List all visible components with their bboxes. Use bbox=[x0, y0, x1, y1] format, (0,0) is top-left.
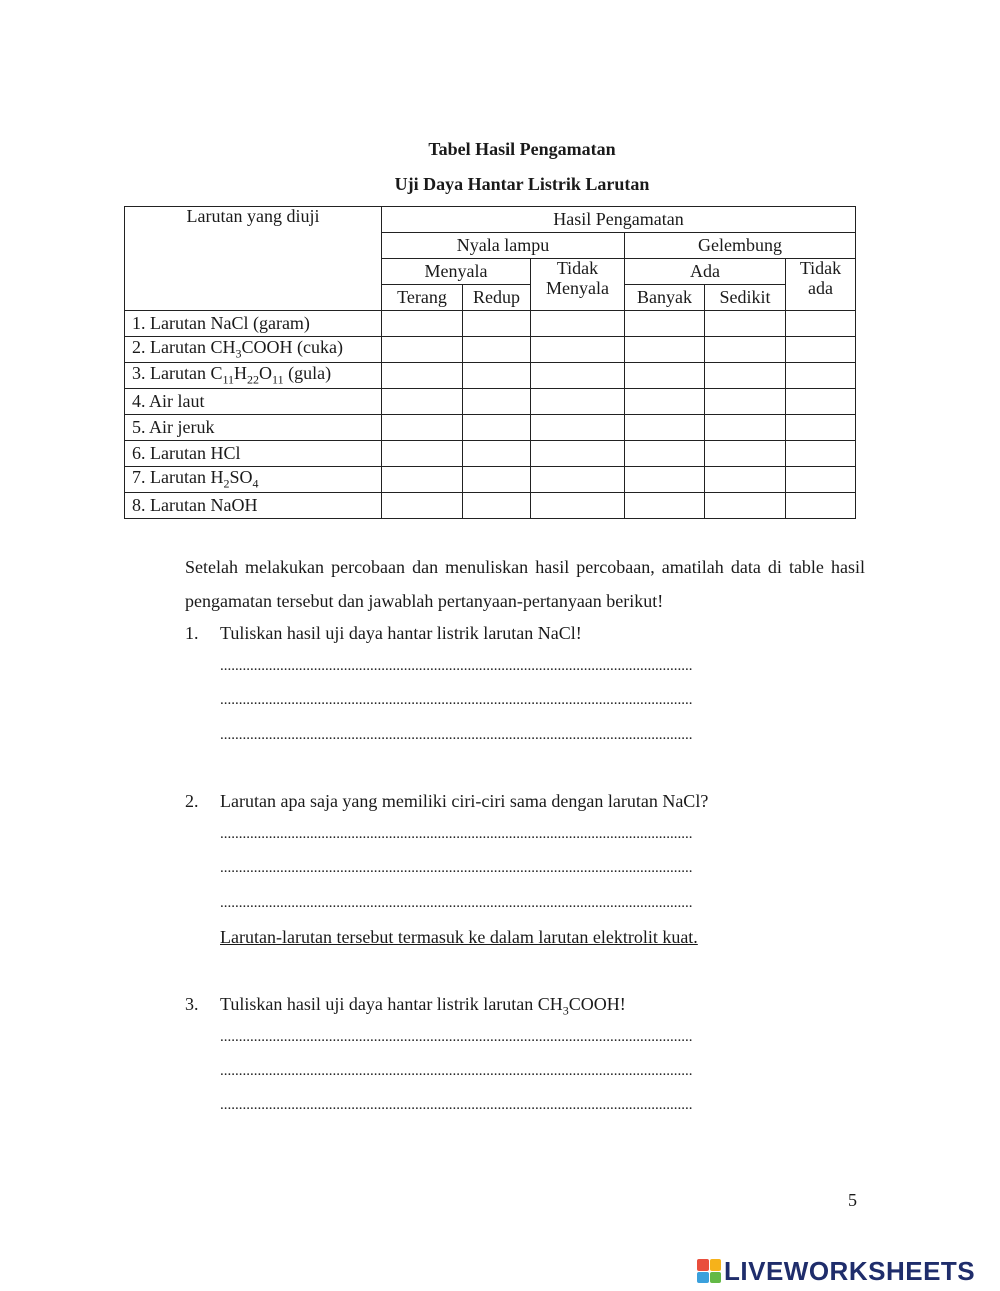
answer-cell[interactable] bbox=[463, 389, 531, 415]
question-text: Tuliskan hasil uji daya hantar listrik larutan NaCl! bbox=[220, 623, 582, 643]
sample-label: 5. Air jeruk bbox=[125, 415, 382, 441]
answer-cell[interactable] bbox=[382, 441, 463, 467]
answer-line[interactable]: .............................................................................................................................. bbox=[220, 658, 693, 674]
question-text: Tuliskan hasil uji daya hantar listrik larutan $CH_3COOH$! bbox=[220, 994, 626, 1018]
answer-line[interactable]: .............................................................................................................................. bbox=[220, 895, 693, 911]
answer-cell[interactable] bbox=[786, 363, 856, 389]
header-dim: Redup bbox=[463, 285, 531, 311]
answer-cell[interactable] bbox=[625, 493, 705, 519]
answer-cell[interactable] bbox=[531, 311, 625, 337]
answer-cell[interactable] bbox=[625, 363, 705, 389]
answer-cell[interactable] bbox=[382, 363, 463, 389]
table-row bbox=[125, 389, 856, 415]
header-lamp-off-line1: Tidak bbox=[556, 258, 599, 278]
answer-cell[interactable] bbox=[463, 441, 531, 467]
answer-cell[interactable] bbox=[382, 337, 463, 363]
answer-cell[interactable] bbox=[705, 389, 786, 415]
question-number: 2. bbox=[185, 791, 199, 811]
answer-cell[interactable] bbox=[625, 389, 705, 415]
answer-cell[interactable] bbox=[463, 467, 531, 493]
header-bright: Terang bbox=[382, 285, 463, 311]
header-bubble-yes: Ada bbox=[625, 259, 786, 285]
header-bubble-no bbox=[786, 259, 856, 311]
question-number: 1. bbox=[185, 623, 199, 643]
answer-line[interactable]: .............................................................................................................................. bbox=[220, 1097, 693, 1113]
answer-cell[interactable] bbox=[625, 311, 705, 337]
header-lamp-on: Menyala bbox=[382, 259, 531, 285]
table-row bbox=[125, 441, 856, 467]
page-title: Tabel Hasil Pengamatan bbox=[428, 139, 616, 159]
answer-cell[interactable] bbox=[531, 337, 625, 363]
answer-cell[interactable] bbox=[705, 415, 786, 441]
answer-cell[interactable] bbox=[786, 337, 856, 363]
answer-cell[interactable] bbox=[625, 337, 705, 363]
answer-cell[interactable] bbox=[531, 467, 625, 493]
answer-cell[interactable] bbox=[705, 467, 786, 493]
sample-label: 4. Air laut bbox=[125, 389, 382, 415]
table-row bbox=[125, 337, 856, 363]
sample-label: 6. Larutan HCl bbox=[125, 441, 382, 467]
answer-cell[interactable] bbox=[786, 441, 856, 467]
answer-cell[interactable] bbox=[531, 441, 625, 467]
answer-cell[interactable] bbox=[382, 493, 463, 519]
answer-cell[interactable] bbox=[463, 415, 531, 441]
header-lamp-off-line2: Menyala bbox=[546, 277, 609, 298]
sample-label: 1. Larutan NaCl (garam) bbox=[125, 311, 382, 337]
sample-label: 3. Larutan $C_{11}H_{22}O_{11}$ (gula) bbox=[125, 363, 382, 389]
question-text: Larutan apa saja yang memiliki ciri-ciri sama dengan larutan NaCl? bbox=[220, 791, 709, 811]
answer-line[interactable]: .............................................................................................................................. bbox=[220, 1029, 693, 1045]
answer-cell[interactable] bbox=[625, 467, 705, 493]
answer-cell[interactable] bbox=[786, 311, 856, 337]
answer-cell[interactable] bbox=[531, 363, 625, 389]
observation-table bbox=[124, 206, 856, 519]
answer-line[interactable]: .............................................................................................................................. bbox=[220, 692, 693, 708]
liveworksheets-logo-icon bbox=[697, 1259, 721, 1283]
table-row bbox=[125, 467, 856, 493]
header-lamp: Nyala lampu bbox=[382, 233, 625, 259]
answer-cell[interactable] bbox=[463, 363, 531, 389]
sample-label: 2. Larutan $CH_3COOH$ (cuka) bbox=[125, 337, 382, 363]
header-bubble-no-line1: Tidak bbox=[799, 258, 842, 278]
question-number: 3. bbox=[185, 994, 199, 1014]
answer-cell[interactable] bbox=[625, 415, 705, 441]
table-row bbox=[125, 415, 856, 441]
sample-label: 7. Larutan $H_2SO_4$ bbox=[125, 467, 382, 493]
liveworksheets-brand bbox=[697, 1256, 975, 1286]
answer-cell[interactable] bbox=[786, 493, 856, 519]
question-2 bbox=[185, 791, 708, 812]
table-row bbox=[125, 363, 856, 389]
answer-cell[interactable] bbox=[382, 311, 463, 337]
answer-cell[interactable] bbox=[382, 467, 463, 493]
header-result: Hasil Pengamatan bbox=[382, 207, 856, 233]
brand-name: LIVEWORKSHEETS bbox=[724, 1255, 976, 1286]
question-1 bbox=[185, 623, 582, 644]
table-row bbox=[125, 493, 856, 519]
answer-cell[interactable] bbox=[463, 493, 531, 519]
answer-cell[interactable] bbox=[786, 415, 856, 441]
header-few: Sedikit bbox=[705, 285, 786, 311]
answer-cell[interactable] bbox=[705, 441, 786, 467]
answer-cell[interactable] bbox=[531, 415, 625, 441]
answer-line[interactable]: .............................................................................................................................. bbox=[220, 860, 693, 876]
answer-cell[interactable] bbox=[625, 441, 705, 467]
answer-line[interactable]: .............................................................................................................................. bbox=[220, 727, 693, 743]
answer-cell[interactable] bbox=[786, 389, 856, 415]
header-many: Banyak bbox=[625, 285, 705, 311]
answer-cell[interactable] bbox=[531, 493, 625, 519]
table-row bbox=[125, 311, 856, 337]
conclusion-note: Larutan-larutan tersebut termasuk ke dalam larutan elektrolit kuat. bbox=[220, 927, 698, 947]
question-3 bbox=[185, 994, 626, 1019]
answer-cell[interactable] bbox=[382, 415, 463, 441]
answer-cell[interactable] bbox=[463, 311, 531, 337]
page-number: 5 bbox=[848, 1190, 857, 1210]
answer-cell[interactable] bbox=[531, 389, 625, 415]
answer-cell[interactable] bbox=[786, 467, 856, 493]
page-subtitle: Uji Daya Hantar Listrik Larutan bbox=[394, 174, 650, 194]
sample-label: 8. Larutan NaOH bbox=[125, 493, 382, 519]
answer-cell[interactable] bbox=[705, 337, 786, 363]
header-sample: Larutan yang diuji bbox=[125, 207, 382, 311]
answer-line[interactable]: .............................................................................................................................. bbox=[220, 826, 693, 842]
answer-cell[interactable] bbox=[382, 389, 463, 415]
header-bubble-no-line2: ada bbox=[808, 277, 833, 298]
answer-cell[interactable] bbox=[463, 337, 531, 363]
header-lamp-off bbox=[531, 259, 625, 311]
answer-cell[interactable] bbox=[705, 311, 786, 337]
answer-cell[interactable] bbox=[705, 363, 786, 389]
header-bubble: Gelembung bbox=[625, 233, 856, 259]
answer-cell[interactable] bbox=[705, 493, 786, 519]
instructions: Setelah melakukan percobaan dan menuliskan hasil percobaan, amatilah data di table hasil pengamatan tersebut dan jawablah pertanyaan-pertanyaan berikut! bbox=[185, 557, 865, 611]
answer-line[interactable]: .............................................................................................................................. bbox=[220, 1063, 693, 1079]
